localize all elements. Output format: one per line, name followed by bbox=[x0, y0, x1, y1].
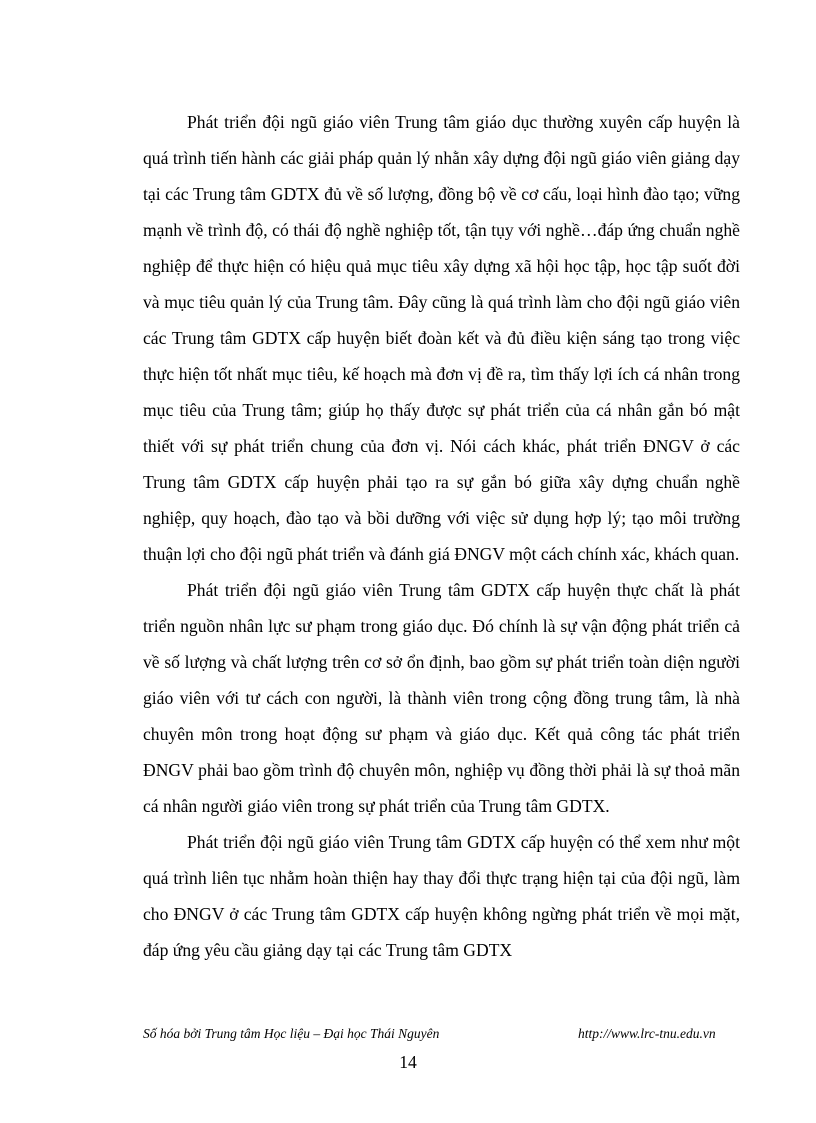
page-footer bbox=[143, 1026, 740, 1048]
page-number: 14 bbox=[399, 1052, 417, 1072]
paragraph-2: Phát triển đội ngũ giáo viên Trung tâm GDTX cấp huyện thực chất là phát triển nguồn nhân lực sư phạm trong giáo dục. Đó chính là sự vận động phát triển cả về số lượng và chất lượng trên cơ sở ổn định, bao gồm sự phát triển toàn diện người giáo viên với tư cách con người, là thành viên trong cộng đồng trung tâm, là nhà chuyên môn trong hoạt động sư phạm và giáo dục. Kết quả công tác phát triển ĐNGV phải bao gồm trình độ chuyên môn, nghiệp vụ đồng thời phải là sự thoả mãn cá nhân người giáo viên trong sự phát triển của Trung tâm GDTX. bbox=[143, 580, 740, 816]
footer-url: http://www.lrc-tnu.edu.vn bbox=[578, 1026, 716, 1041]
footer-source-text: Số hóa bởi Trung tâm Học liệu – Đại học Thái Nguyên bbox=[143, 1026, 440, 1041]
document-body bbox=[143, 104, 740, 968]
paragraph-1: Phát triển đội ngũ giáo viên Trung tâm giáo dục thường xuyên cấp huyện là quá trình tiến hành các giải pháp quản lý nhằn xây dựng đội ngũ giáo viên giảng dạy tại các Trung tâm GDTX đủ về số lượng, đồng bộ về cơ cấu, loại hình đào tạo; vững mạnh về trình độ, có thái độ nghề nghiệp tốt, tận tụy với nghề…đáp ứng chuẩn nghề nghiệp để thực hiện có hiệu quả mục tiêu xây dựng xã hội học tập, học tập suốt đời và mục tiêu quản lý của Trung tâm. Đây cũng là quá trình làm cho đội ngũ giáo viên các Trung tâm GDTX cấp huyện biết đoàn kết và đủ điều kiện sáng tạo trong việc thực hiện tốt nhất mục tiêu, kế hoạch mà đơn vị đề ra, tìm thấy lợi ích cá nhân trong mục tiêu của Trung tâm; giúp họ thấy được sự phát triển của cá nhân gắn bó mật thiết với sự phát triển chung của đơn vị. Nói cách khác, phát triển ĐNGV ở các Trung tâm GDTX cấp huyện phải tạo ra sự gắn bó giữa xây dựng chuẩn nghề nghiệp, quy hoạch, đào tạo và bồi dưỡng với việc sử dụng hợp lý; tạo môi trường thuận lợi cho đội ngũ phát triển và đánh giá ĐNGV một cách chính xác, khách quan. bbox=[143, 112, 740, 564]
paragraph-3: Phát triển đội ngũ giáo viên Trung tâm GDTX cấp huyện có thể xem như một quá trình liên tục nhằm hoàn thiện hay thay đổi thực trạng hiện tại của đội ngũ, làm cho ĐNGV ở các Trung tâm GDTX cấp huyện không ngừng phát triển về mọi mặt, đáp ứng yêu cầu giảng dạy tại các Trung tâm GDTX bbox=[143, 832, 740, 960]
